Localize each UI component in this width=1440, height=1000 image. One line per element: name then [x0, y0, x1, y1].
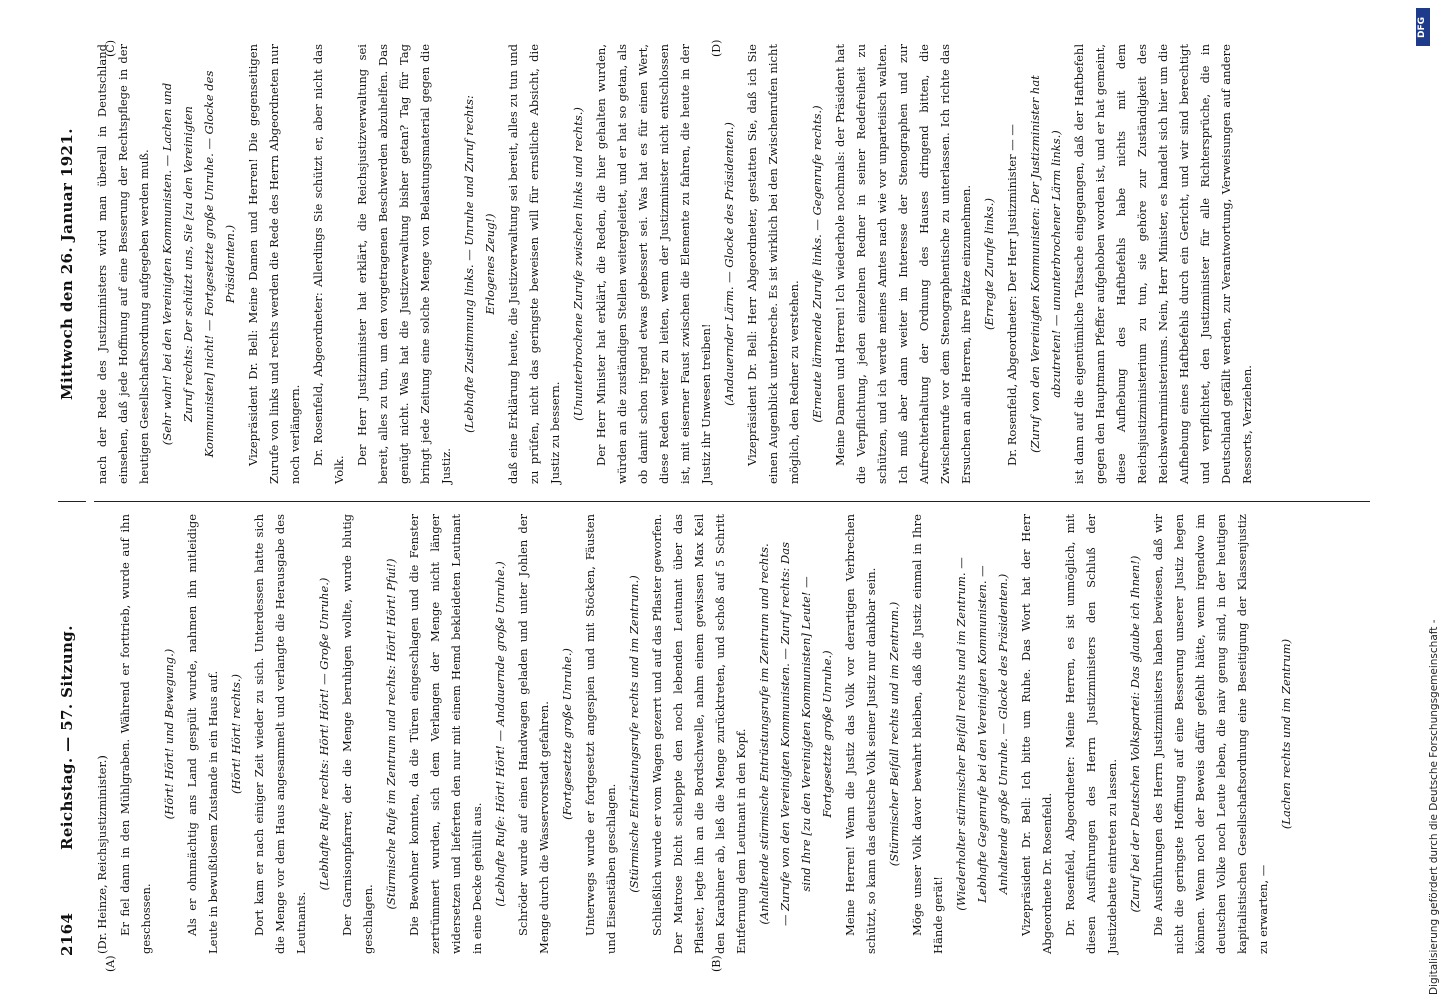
- paragraph: Der Herr Justizminister hat erklärt, die Reichsjustizverwaltung sei bereit, alles zu tun, um den vorgetragenen Beschwerden abzuhelfen. Das genügt nicht. Was hat die Justizverwaltung bisher getan? Tag für Tag bringt jede Zeitung eine solche Menge von Belastungsmaterial gegen die Justiz.: [355, 44, 453, 484]
- paragraph: Als er ohnmächtig ans Land gespült wurde, nahmen ihn mitleidige Leute in bewußtlosem Zustande in ein Haus auf.: [185, 514, 220, 954]
- paragraph: Vizepräsident Dr. Bell: Meine Damen und Herren! Die gegenseitigen Zurufe von links und rechts werden die Rede des Herrn Abgeordneten nur noch verlängern.: [246, 44, 302, 484]
- margin-mark-a: (A): [104, 955, 117, 972]
- paragraph: Er fiel dann in den Mühlgraben. Während er forttrieb, wurde auf ihn geschossen.: [118, 514, 153, 954]
- paragraph: Der Garnisonpfarrer, der die Menge beruhigen wollte, wurde blutig geschlagen.: [340, 514, 375, 954]
- interjection: (Sehr wahr! bei den Vereinigten Kommunisten. — Lachen und Zuruf rechts: Der schützt uns, Sie [zu den Vereinigten Kommunisten] nicht! — Fortgesetzte große Unruhe. — Glocke des Präsidenten.): [160, 70, 237, 458]
- paragraph: Unterwegs wurde er fortgesetzt angespien und mit Stöcken, Fäusten und Eisenstäben geschlagen.: [583, 514, 618, 954]
- paragraph: Schließlich wurde er vom Wagen gezerrt und auf das Pflaster geworfen. Der Matrose Dicht schleppte den noch lebenden Leutnant über das Pflaster, legte ihn an die Bordschwelle, nahm einem gewissen Max Keil den Karabiner ab, ließ die Menge zurücktreten, und schoß auf 5 Schritt Entfernung dem Leutnant in den Kopf.: [650, 514, 748, 954]
- page-number: 2164: [58, 912, 76, 956]
- paragraph: Meine Damen und Herren! Ich wiederhole nochmals: der Präsident hat die Verpflichtung, jeden einzelnen Redner in seiner Redefreiheit zu schützen, und ich werde meines Amtes nach wie vor unparteiisch walten. Ich muß aber dann weiter im Interesse der Stenographen und zur Aufrechterhaltung der Ordnung des Hauses dringend bitten, die Zwischenrufe vor dem Stenographentische zu unterlassen. Ich richte das Ersuchen an alle Herren, ihre Plätze einzunehmen.: [833, 44, 973, 484]
- interjection: (Lebhafte Rufe rechts: Hört! Hört! — Große Unruhe.): [317, 577, 331, 891]
- header-right: [50, 30, 90, 500]
- interjection: (Anhaltende stürmische Entrüstungsrufe im Zentrum und rechts. — Zurufe von den Vereinigten Kommunisten. — Zuruf rechts: Das sind Ihre [zu den Vereinigten Kommunisten] Leute! — Fortgesetzte große Unruhe.): [757, 542, 834, 926]
- interjection: (Lebhafte Zustimmung links. — Unruhe und Zuruf rechts: Erlogenes Zeug!): [462, 95, 497, 433]
- interjection: (Hört! Hört! rechts.): [229, 674, 243, 794]
- header-left: [50, 500, 90, 970]
- paragraph: Meine Herren! Wenn die Justiz das Volk vor derartigen Verbrechen schützt, so kann das deutsche Volk seiner Justiz nur dankbar sein.: [843, 514, 878, 954]
- speaker-note: (Dr. Heinze, Reichsjustizminister.): [95, 755, 109, 954]
- paragraph: Dr. Rosenfeld, Abgeordneter: Der Herr Justizminister — —: [1005, 124, 1019, 466]
- paragraph: Der Herr Minister hat erklärt, die Reden, die hier gehalten wurden, würden an die zuständigen Stellen weitergeleitet, und er hat so getan, als ob damit schon irgend etwas gebessert sei. Was hat es für einen Wert, diese Reden weiter zu leiten, wenn der Justizminister nicht entschlossen ist, mit eiserner Faust zwischen die Elemente zu fahren, die heute in der Justiz ihr Unwesen treiben!: [594, 44, 713, 484]
- dfg-logo-text: DFG: [1417, 16, 1427, 38]
- margin-mark-b: (B): [710, 955, 723, 972]
- interjection: (Zuruf bei der Deutschen Volkspartei: Das glaube ich Ihnen!): [1128, 555, 1142, 913]
- left-column: [92, 514, 1372, 954]
- margin-mark-d: (D): [710, 39, 723, 57]
- margin-mark-c: (C): [104, 40, 117, 57]
- credit-text: Digitalisierung gefördert durch die Deutsche Forschungsgemeinschaft -: [1428, 619, 1440, 995]
- right-column: [92, 44, 1372, 484]
- paragraph: daß eine Erklärung heute, die Justizverwaltung sei bereit, alles zu tun und zu prüfen, nicht das geringste beweisen will für ernstliche Absicht, die Justiz zu bessern.: [506, 44, 562, 484]
- interjection: (Erregte Zurufe links.): [982, 198, 996, 330]
- interjection: (Zuruf von den Vereinigten Kommunisten: Der Justizminister hat abzutreten! — ununterbrochener Lärm links.): [1028, 75, 1063, 453]
- interjection: (Lachen rechts und im Zentrum): [1279, 638, 1293, 830]
- digitization-credit: [1410, 0, 1440, 1000]
- interjection: (Stürmische Rufe im Zentrum und rechts: Hört! Hört! Pfui!): [384, 558, 398, 910]
- paragraph: Schröder wurde auf einen Handwagen geladen und unter Johlen der Menge durch die Wasservorstadt gefahren.: [516, 514, 551, 954]
- paragraph: Die Bewohner konnten, da die Türen eingeschlagen und die Fenster zertrümmert wurden, sich dem Verlangen der Menge nicht länger widersetzen und lieferten den nur mit einem Hemd bekleideten Leutnant in eine Decke gehüllt aus.: [407, 514, 484, 954]
- rotated-page: [50, 30, 1380, 970]
- running-head-left: Reichstag. — 57. Sitzung.: [58, 625, 76, 850]
- interjection: (Erneute lärmende Zurufe links. — Gegenrufe rechts.): [810, 105, 824, 423]
- paragraph: Dort kam er nach einiger Zeit wieder zu sich. Unterdessen hatte sich die Menge vor dem Haus angesammelt und verlangte die Herausgabe des Leutnants.: [252, 514, 308, 954]
- running-head-right: Mittwoch den 26. Januar 1921.: [58, 128, 76, 400]
- interjection: (Andauernder Lärm. — Glocke des Präsidenten.): [722, 122, 736, 406]
- interjection: (Hört! Hört! und Bewegung.): [162, 648, 176, 820]
- paragraph: Vizepräsident Dr. Bell: Ich bitte um Ruhe. Das Wort hat der Herr Abgeordnete Dr. Rosenfeld.: [1019, 514, 1054, 954]
- interjection: (Stürmischer Beifall rechts und im Zentrum.): [887, 601, 901, 867]
- column-separator: [94, 501, 1370, 502]
- header-divider: [58, 501, 86, 502]
- interjection: (Lebhafte Rufe: Hört! Hört! — Andauernde große Unruhe.): [493, 561, 507, 907]
- interjection: (Fortgesetzte große Unruhe.): [560, 648, 574, 820]
- interjection: (Stürmische Entrüstungsrufe rechts und im Zentrum.): [627, 575, 641, 893]
- paragraph: ist dann auf die eigentümliche Tatsache eingegangen, daß der Haftbefehl gegen den Hauptmann Pfeffer aufgehoben worden ist, und er hat gemeint, diese Aufhebung des Haftbefehls habe nichts mit dem Reichsjustizministerium zu tun, sie gehöre zur Zuständigkeit des Reichswehrministeriums. Nein, Herr Minister, es handelt sich hier um die Aufhebung eines Haftbefehls durch ein Gericht, und wir sind berechtigt und verpflichtet, den Justizminister für alle Richtersprüche, die in Deutschland gefällt werden, zur Verantwortung, Verweisungen auf andere Ressorts, Verziehen.: [1072, 44, 1254, 484]
- interjection: (Wiederholter stürmischer Beifall rechts und im Zentrum. — Lebhafte Gegenrufe bei den Vereinigten Kommunisten. — Anhaltende große Unruhe. — Glocke des Präsidenten.): [954, 557, 1010, 911]
- interjection: (Ununterbrochene Zurufe zwischen links und rechts.): [571, 107, 585, 421]
- paragraph: Vizepräsident Dr. Bell: Herr Abgeordneter, gestatten Sie, daß ich Sie einen Augenblick unterbreche. Es ist wirklich bei den Zwischenrufen nicht möglich, den Redner zu verstehen.: [745, 44, 801, 484]
- dfg-logo: [1416, 8, 1430, 46]
- paragraph: Möge unser Volk davor bewahrt bleiben, daß die Justiz einmal in Ihre Hände gerät!: [910, 514, 945, 954]
- paragraph: Dr. Rosenfeld, Abgeordneter: Allerdings Sie schützt er, aber nicht das Volk.: [311, 44, 346, 484]
- paragraph: Die Ausführungen des Herrn Justizministers haben bewiesen, daß wir nicht die geringste Hoffnung auf eine Besserung unserer Justiz hegen können. Wenn noch der Beweis dafür gefehlt hätte, wenn irgendwo im deutschen Volke noch Leute leben, die naiv genug sind, in der heutigen kapitalistischen Gesellschaftsordnung eine Beseitigung der Klassenjustiz zu erwarten, —: [1151, 514, 1270, 954]
- paragraph: Dr. Rosenfeld, Abgeordneter: Meine Herren, es ist unmöglich, mit diesen Ausführungen des Herrn Justizministers den Schluß der Justizdebatte eintreten zu lassen.: [1063, 514, 1119, 954]
- paragraph: nach der Rede des Justizministers wird man überall in Deutschland einsehen, daß jede Hoffnung auf eine Besserung der Rechtspflege in der heutigen Gesellschaftsordnung aufgegeben werden muß.: [95, 44, 151, 484]
